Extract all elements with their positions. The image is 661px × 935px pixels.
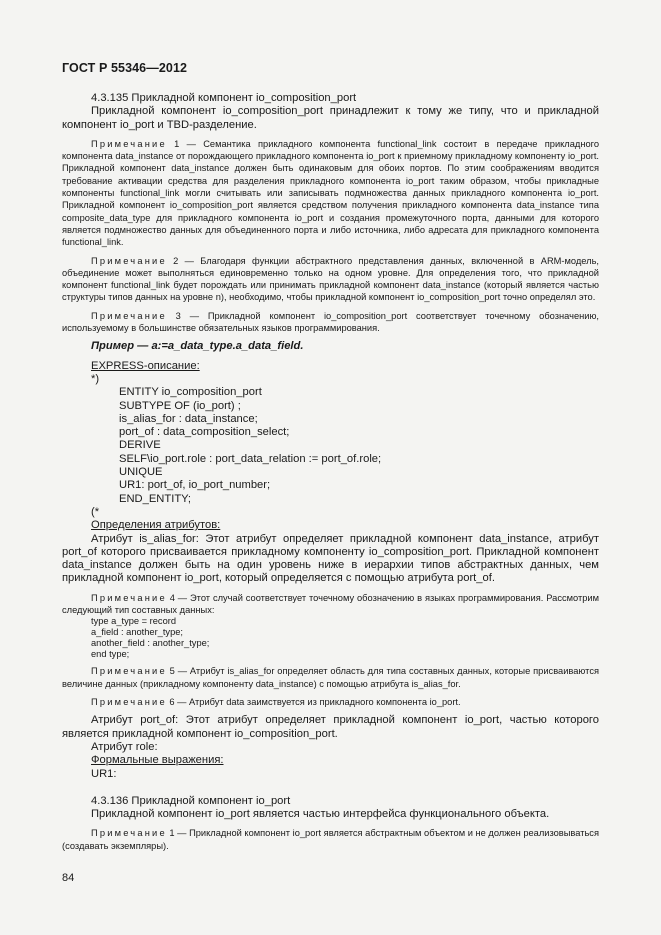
note-label: Примечание [91,255,167,266]
note-text: 1 — Семантика прикладного компонента functional_link состоит в передаче прикладного компонента data_instance от порождающего прикладного компонента io_port к приемному прикладному компоненту io_port. Прикладной компонент data_instance должен быть одинаковым для обоих портов. По этим соображениям вводится требование активации средства для разделения прикладного компонента io_port таким образом, чтобы прикладные компоненты functional_link могли считывать или записывать подмножества данных прикладного компонента io_port. Прикладной компонент io_composition_port является средством получения прикладного компонента data_instance типа composite_data_type для прикладного компонента io_port и создания промежуточного порта, данными для которого является подмножество данных для объединенного порта и либо источника, либо адресата для прикладного компонента functional_link. [62,138,599,248]
section-135-note-1 [62,138,599,249]
code-line: END_ENTITY; [119,492,192,505]
note-label: Примечание [91,697,167,708]
code-line: type a_type = record [91,616,177,627]
note-text: 5 — Атрибут is_alias_for определяет область для типа составных данных, которые присваиваются величине данных (прикладному компоненту data_instance) с помощью атрибута is_alias_for. [62,666,599,689]
code-line: UNIQUE [119,466,163,479]
note-text: 4 — Этот случай соответствует точечному обозначению в языках программирования. Рассмотрим следующий тип составных данных: [62,592,599,615]
code-open-marker: *) [91,372,100,385]
note-text: 2 — Благодаря функции абстрактного представления данных, включенной в ARM-модель, объединение может выполняться единовременно только на одном уровне. Для определения того, что прикладной компонент functional_link будет порождать или принимать прикладной компонент data_instance (который является частью структуры типов данных на уровне n), необходимо, чтобы прикладной компонент io_composition_port точно определял это. [62,255,599,303]
code-close-marker: (* [91,505,100,518]
section-136-note-1 [62,827,599,852]
code-line: DERIVE [119,439,161,452]
express-code-block [62,386,599,506]
section-135-note-5 [62,665,599,690]
page-number: 84 [62,872,75,884]
code-line: SUBTYPE OF (io_port) ; [119,399,241,412]
section-135-note-4 [62,592,599,617]
note-label: Примечание [91,828,167,839]
section-135-note-6 [62,696,599,708]
code-line: ENTITY io_composition_port [119,386,262,399]
note-text: 1 — Прикладной компонент io_port является абстрактным объектом и не должен реализовываться (создавать экземпляры). [62,828,599,851]
code-line: another_field : another_type; [91,637,210,648]
section-135-note-3 [62,310,599,335]
code-line: SELF\io_port.role : port_data_relation := port_of.role; [119,452,382,465]
express-description-title: EXPRESS-описание: [91,359,200,372]
note-label: Примечание [91,310,167,321]
document-header: ГОСТ Р 55346—2012 [62,61,188,75]
note-label: Примечание [91,138,167,149]
note-4-code-block [62,616,599,659]
section-135-note-2 [62,255,599,304]
section-135-intro: Прикладной компонент io_composition_port принадлежит к тому же типу, что и прикладной компонент io_port и TBD-разделение. [62,105,599,131]
code-line: a_field : another_type; [91,627,184,638]
section-135-example: Пример — a:=a_data_type.a_data_field. [91,340,304,353]
code-line: port_of : data_composition_select; [119,426,290,439]
section-136-heading: 4.3.136 Прикладной компонент io_port [91,794,291,807]
page-content [62,92,599,852]
attribute-role: Атрибут role: [91,740,158,753]
note-label: Примечание [91,592,167,603]
section-136-intro: Прикладной компонент io_port является частью интерфейса функционального объекта. [91,808,550,821]
section-135-heading: 4.3.135 Прикладной компонент io_composition_port [91,92,357,104]
attribute-definitions-title: Определения атрибутов: [91,519,221,532]
attribute-port-of: Атрибут port_of: Этот атрибут определяет прикладной компонент io_port, частью которого является прикладной компонент io_composition_port. [62,714,599,740]
attribute-is-alias-for: Атрибут is_alias_for: Этот атрибут определяет прикладной компонент data_instance, атрибут port_of которого присваивается прикладному компоненту io_composition_port. Прикладной компонент data_instance должен быть на один уровень ниже в иерархии типов абстрактных данных, чем прикладной компонент io_port, который определяется с помощью атрибута port_of. [62,532,599,585]
note-text: 3 — Прикладной компонент io_composition_port соответствует точечному обозначению, используемому в большинстве обязательных языков программирования. [62,310,599,334]
formal-expressions-title: Формальные выражения: [91,754,224,767]
note-text: 6 — Атрибут data заимствуется из прикладного компонента io_port. [166,697,461,708]
code-line: end type; [91,648,130,659]
note-label: Примечание [91,666,167,677]
code-line: UR1: port_of, io_port_number; [119,479,271,492]
code-line: is_alias_for : data_instance; [119,412,258,425]
formal-expression-ur1: UR1: [91,767,117,780]
